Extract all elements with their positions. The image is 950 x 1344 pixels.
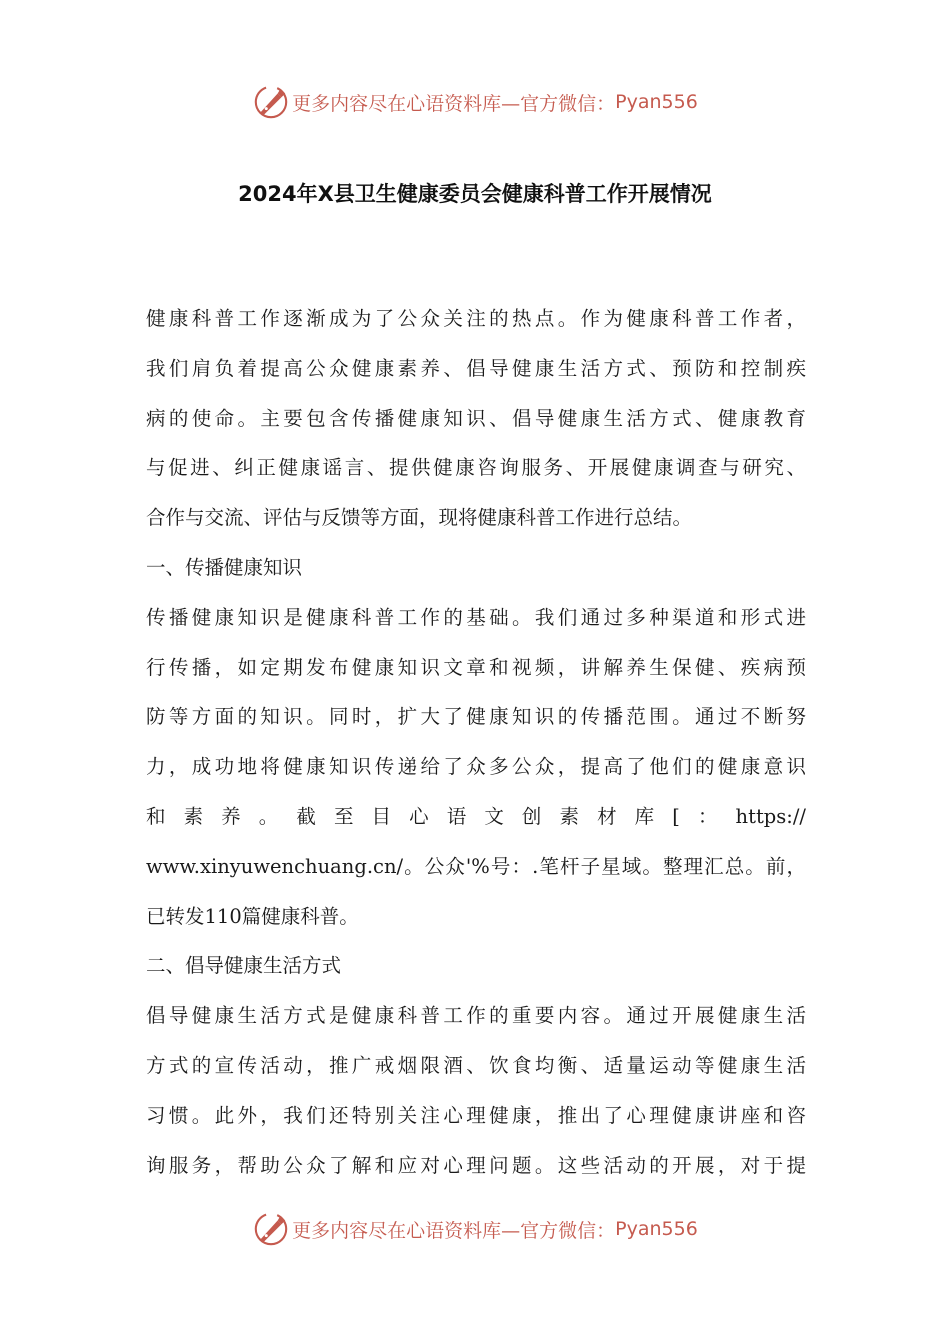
section-heading-2: 二、倡导健康生活方式 <box>146 954 342 978</box>
body-line: 询服务，帮助公众了解和应对心理问题。这些活动的开展，对于提 <box>146 1153 806 1177</box>
body-line-link: 和素养。截至目心语文创素材库[：https:// <box>146 804 806 828</box>
document-body <box>146 294 806 1190</box>
body-line: 病的使命。主要包含传播健康知识、倡导健康生活方式、健康教育 <box>146 406 806 430</box>
body-line: 行传播，如定期发布健康知识文章和视频，讲解养生保健、疾病预 <box>146 655 806 679</box>
footer-watermark-banner <box>0 1209 950 1249</box>
pen-nib-logo-icon <box>252 83 290 121</box>
body-line: 健康科普工作逐渐成为了公众关注的热点。作为健康科普工作者， <box>146 307 806 330</box>
body-line: 合作与交流、评估与反馈等方面，现将健康科普工作进行总结。 <box>146 506 693 530</box>
banner-text: 更多内容尽在心语资料库—官方微信： <box>292 1219 616 1242</box>
section-heading-1: 一、传播健康知识 <box>146 555 303 579</box>
body-line: 习惯。此外，我们还特别关注心理健康，推出了心理健康讲座和咨 <box>146 1103 806 1127</box>
body-line: 与促进、纠正健康谣言、提供健康咨询服务、开展健康调查与研究、 <box>146 456 806 480</box>
banner-wechat-id: Pyan556 <box>615 1218 698 1240</box>
banner-wechat-id: Pyan556 <box>615 91 698 113</box>
banner-text: 更多内容尽在心语资料库—官方微信： <box>292 92 616 115</box>
pen-nib-logo-icon <box>252 1210 290 1248</box>
body-line: 方式的宣传活动，推广戒烟限酒、饮食均衡、适量运动等健康生活 <box>146 1053 806 1077</box>
body-line: 倡导健康生活方式是健康科普工作的重要内容。通过开展健康生活 <box>146 1004 806 1028</box>
body-line: 我们肩负着提高公众健康素养、倡导健康生活方式、预防和控制疾 <box>146 356 806 380</box>
body-line: 传播健康知识是健康科普工作的基础。我们通过多种渠道和形式进 <box>146 605 806 629</box>
body-line: 防等方面的知识。同时，扩大了健康知识的传播范围。通过不断努 <box>146 705 806 729</box>
body-line-link: www.xinyuwenchuang.cn/。公众'%号：.笔杆子星域。整理汇总。前， <box>146 854 806 878</box>
header-watermark-banner <box>0 82 950 122</box>
body-line: 已转发110篇健康科普。 <box>146 904 359 928</box>
body-line: 力，成功地将健康知识传递给了众多公众，提高了他们的健康意识 <box>146 755 806 779</box>
document-title: 2024年X县卫生健康委员会健康科普工作开展情况 <box>238 182 712 206</box>
